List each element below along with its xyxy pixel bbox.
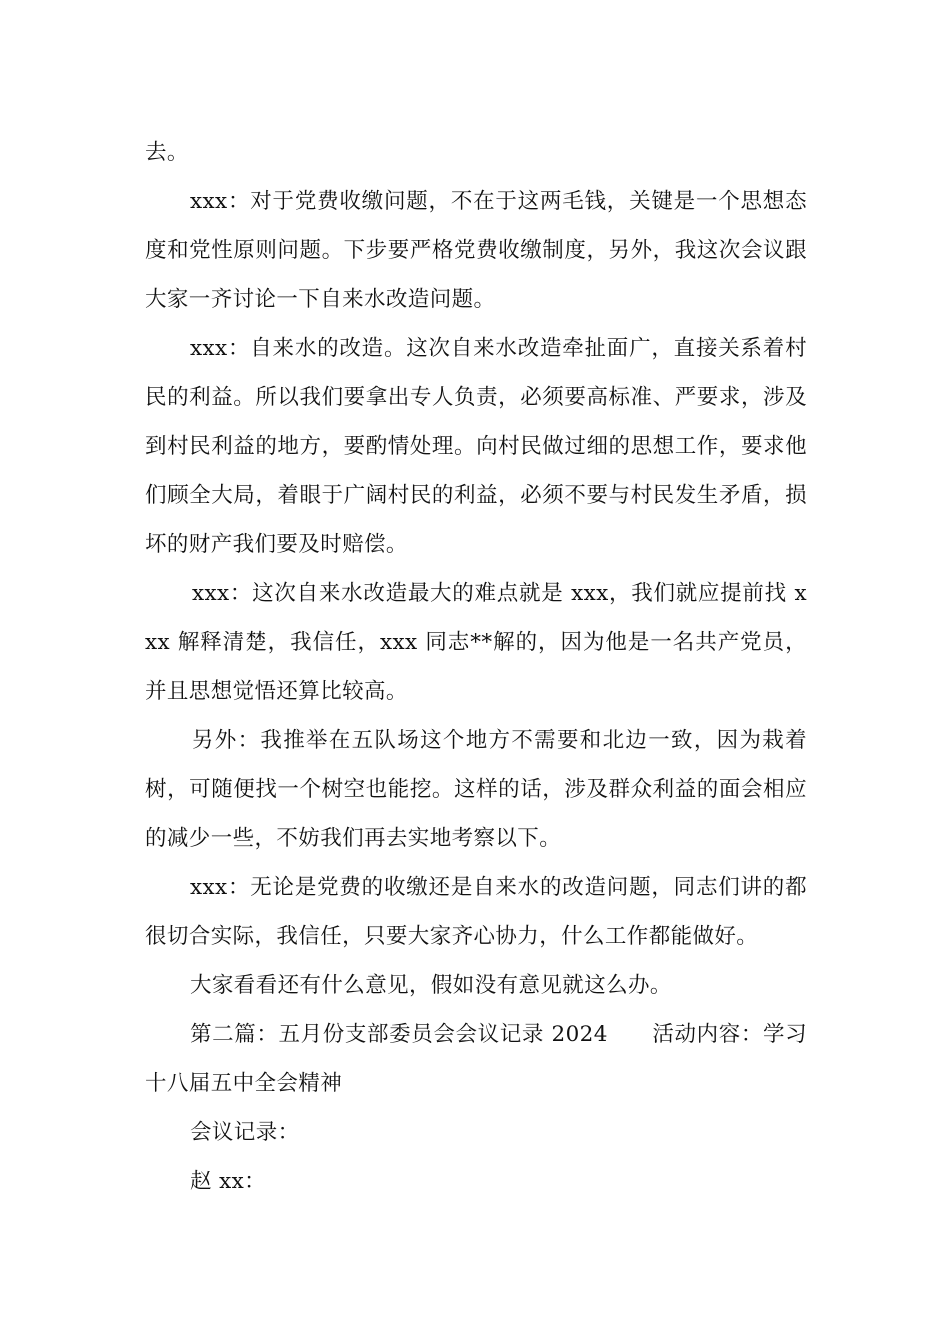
paragraph-4: xxx：这次自来水改造最大的难点就是 xxx，我们就应提前找 xxx 解释清楚，我信任，xxx 同志**解的，因为他是一名共产党员，并且思想觉悟还算比较高。 [145, 581, 807, 704]
document-body [145, 128, 807, 1206]
paragraph-meeting-record: 会议记录： [190, 1120, 300, 1145]
section-heading: 第二篇：五月份支部委员会会议记录 2024 活动内容：学习十八届五中全会精神 [145, 1022, 807, 1096]
paragraph-speaker: 赵 xx： [190, 1169, 267, 1194]
paragraph-5: 另外：我推举在五队场这个地方不需要和北边一致，因为栽着树，可随便找一个树空也能挖。这样的话，涉及群众利益的面会相应的减少一些，不妨我们再去实地考察以下。 [145, 728, 807, 851]
paragraph-2: xxx：对于党费收缴问题，不在于这两毛钱，关键是一个思想态度和党性原则问题。下步要严格党费收缴制度，另外，我这次会议跟大家一齐讨论一下自来水改造问题。 [145, 189, 807, 312]
paragraph-3: xxx：自来水的改造。这次自来水改造牵扯面广，直接关系着村民的利益。所以我们要拿出专人负责，必须要高标准、严要求，涉及到村民利益的地方，要酌情处理。向村民做过细的思想工作，要求他们顾全大局，着眼于广阔村民的利益，必须不要与村民发生矛盾，损坏的财产我们要及时赔偿。 [145, 336, 807, 557]
paragraph-6: xxx：无论是党费的收缴还是自来水的改造问题，同志们讲的都很切合实际，我信任，只要大家齐心协力，什么工作都能做好。 [145, 875, 807, 949]
paragraph-1: 去。 [145, 140, 189, 165]
paragraph-7: 大家看看还有什么意见，假如没有意见就这么办。 [190, 973, 672, 998]
